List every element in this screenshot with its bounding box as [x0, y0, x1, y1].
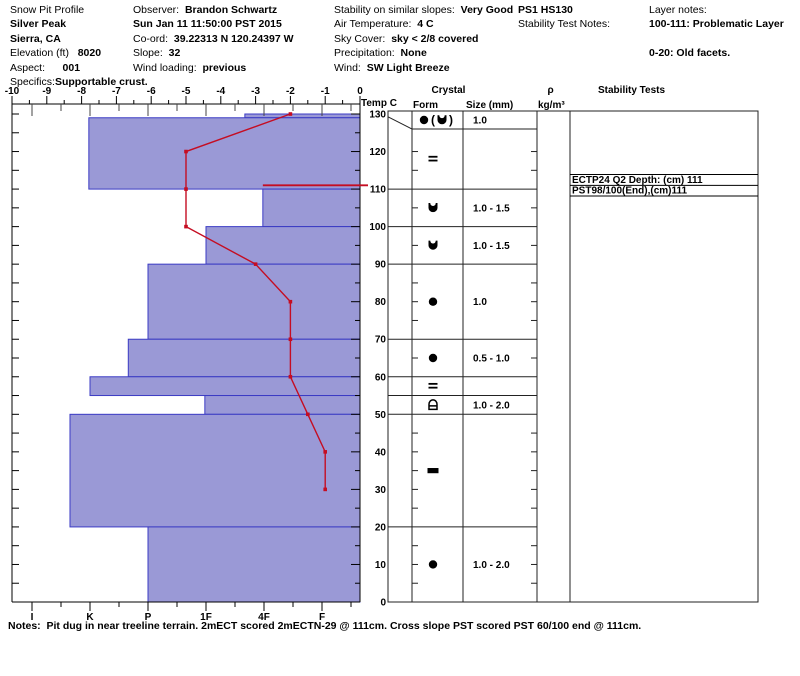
grain-form-rounded-grains-icon: [420, 116, 428, 124]
header-line: Sky Cover: sky < 2/8 covered: [334, 32, 479, 45]
temp-point-80cm: [289, 300, 293, 304]
layer-bar-100-90cm: [206, 227, 360, 265]
stability-test-ect: ECTP24 Q2 Depth: (cm) 111: [572, 174, 703, 186]
temp-tick-label: -5: [181, 86, 191, 97]
depth-label-60: 60: [374, 372, 386, 384]
layer-bar-129-110cm: [89, 118, 360, 189]
header-line: Snow Pit Profile: [10, 4, 85, 16]
temp-tick-label: -9: [42, 86, 52, 97]
depth-label-90: 90: [374, 259, 386, 271]
header-line: Elevation (ft) 8020: [10, 47, 102, 60]
depth-label-40: 40: [374, 447, 386, 459]
layer-bar-110-100cm: [263, 189, 360, 227]
stability-test-pst: PST98/100(End),(cm)111: [572, 185, 688, 197]
grain-form-ice-lens-icon: [429, 156, 438, 162]
grain-size-value: 1.0 - 2.0: [473, 559, 510, 571]
grain-form-ice-lens-icon: [429, 383, 438, 389]
grain-form-crust-cap-icon: [429, 400, 437, 410]
hardness-label-P: P: [144, 612, 152, 623]
layer-bar-60-55cm: [90, 377, 360, 396]
header-line: Wind loading: previous: [133, 61, 247, 74]
grain-form-rounded-grains-icon: [429, 297, 437, 305]
stability-tests-header: Stability Tests: [598, 85, 666, 96]
layer-bar-130-129cm: [245, 114, 360, 118]
header-line: Specifics:Supportable crust.: [10, 75, 148, 88]
grain-form-melt-freeze-crust-icon: [429, 201, 438, 213]
header-line: Stability Test Notes:: [518, 18, 611, 31]
temp-point-100cm: [184, 225, 188, 229]
hardness-label-1F: 1F: [200, 612, 212, 623]
depth-label-20: 20: [374, 522, 386, 534]
layer-bar-70-60cm: [128, 339, 360, 377]
header-line: Silver Peak: [10, 18, 67, 31]
temp-point-130cm: [289, 112, 293, 116]
header-line: Aspect: 001: [10, 61, 81, 74]
grain-size-value: 1.0 - 1.5: [473, 203, 510, 215]
grain-form-melt-freeze-crust-icon: [429, 238, 438, 250]
paren-close: ): [449, 113, 453, 128]
paren-open: (: [431, 113, 435, 128]
temp-axis-title: Temp C: [361, 98, 397, 109]
header-line: Co-ord: 39.22313 N 120.24397 W: [133, 32, 294, 45]
depth-label-130: 130: [369, 109, 386, 121]
temp-tick-label: -7: [111, 86, 121, 97]
depth-label-70: 70: [374, 334, 386, 346]
header-line: Precipitation: None: [334, 47, 427, 60]
depth-label-110: 110: [369, 184, 386, 196]
temp-tick-label: -1: [320, 86, 330, 97]
form-header: Form: [413, 100, 438, 111]
grain-form-ice-layer-icon: [428, 468, 439, 473]
temp-point-40cm: [323, 450, 327, 454]
depth-label-80: 80: [374, 297, 386, 309]
temp-tick-label: -3: [251, 86, 261, 97]
hardness-label-I: I: [30, 612, 34, 623]
header-line: PS1 HS130: [518, 4, 573, 16]
row-leader-line: [388, 117, 412, 129]
temp-tick-label: -2: [285, 86, 295, 97]
depth-label-30: 30: [374, 484, 386, 496]
grain-form-rounded-grains-icon: [429, 354, 437, 362]
temp-tick-label: -8: [77, 86, 87, 97]
size-header: Size (mm): [466, 100, 514, 111]
depth-label-50: 50: [374, 409, 386, 421]
hardness-label-4F: 4F: [258, 612, 270, 623]
notes-line: Notes: Pit dug in near treeline terrain. 2mECT scored 2mECTN-29 @ 111cm. Cross slope PST scored PST 60/100 end @ 111cm.: [8, 620, 642, 632]
temp-point-110cm: [184, 187, 188, 191]
temp-tick-label: 0: [357, 86, 363, 97]
hardness-bars: [70, 114, 360, 602]
temp-point-50cm: [306, 413, 310, 417]
header-line: 0-20: Old facets.: [649, 47, 731, 60]
header-line: Sun Jan 11 11:50:00 PST 2015: [133, 18, 282, 31]
header-line: Wind: SW Light Breeze: [334, 61, 450, 74]
layer-bar-90-70cm: [148, 264, 360, 339]
grain-form-rounded-grains-icon: [429, 560, 437, 568]
rho-header: ρ: [547, 85, 554, 96]
header-line: Stability on similar slopes: Very Good: [334, 4, 514, 16]
temp-point-90cm: [254, 262, 258, 266]
depth-label-100: 100: [369, 222, 386, 234]
temp-point-120cm: [184, 150, 188, 154]
header-line: Slope: 32: [133, 47, 181, 60]
layer-bar-55-50cm: [205, 396, 360, 415]
depth-label-0: 0: [380, 597, 386, 609]
temp-tick-label: -10: [4, 86, 20, 97]
header-line: Observer: Brandon Schwartz: [133, 4, 278, 16]
hardness-label-K: K: [86, 612, 94, 623]
header-line: 100-111: Problematic Layer: [649, 18, 784, 31]
crystal-header: Crystal: [431, 85, 466, 96]
layer-bar-50-20cm: [70, 414, 360, 527]
rho-units-header: kg/m³: [538, 100, 565, 111]
grain-size-value: 1.0: [473, 297, 487, 309]
layer-panel: [388, 85, 758, 602]
grain-form-melt-freeze-crust-icon: [431, 113, 453, 127]
temp-tick-label: -4: [216, 86, 226, 97]
header-line: Air Temperature: 4 C: [334, 18, 434, 31]
depth-label-120: 120: [369, 147, 386, 159]
temp-point-60cm: [289, 375, 293, 379]
grain-size-value: 1.0 - 1.5: [473, 240, 510, 252]
hardness-label-F: F: [318, 612, 326, 623]
layer-bar-20-0cm: [148, 527, 360, 602]
header-line: Layer notes:: [649, 4, 707, 16]
header-line: Sierra, CA: [10, 32, 61, 45]
temp-point-30cm: [323, 488, 327, 492]
grain-size-value: 0.5 - 1.0: [473, 353, 510, 365]
depth-label-10: 10: [374, 559, 386, 571]
temp-tick-label: -6: [146, 86, 156, 97]
grain-size-value: 1.0 - 2.0: [473, 400, 510, 412]
grain-size-value: 1.0: [473, 115, 487, 127]
temp-point-70cm: [289, 337, 293, 341]
